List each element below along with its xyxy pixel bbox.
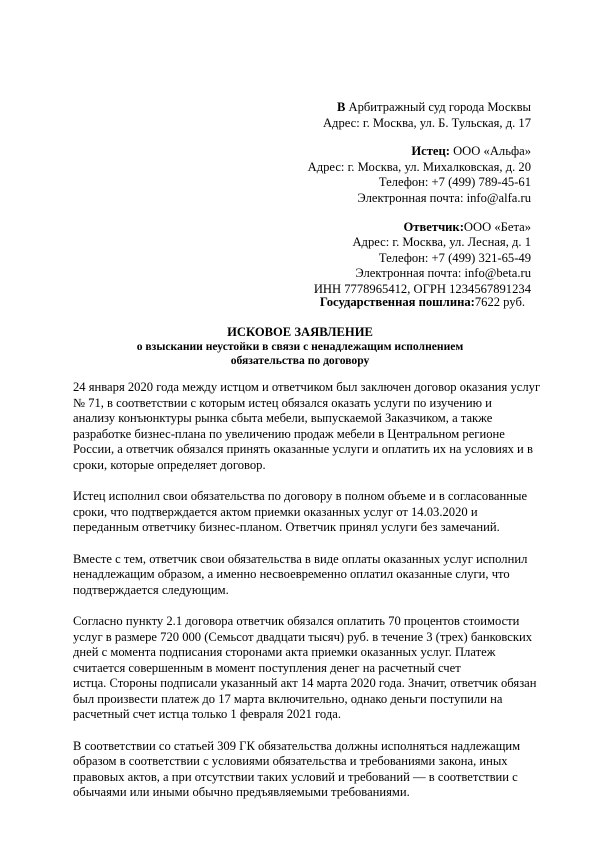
- defendant-line: [201, 220, 531, 236]
- paragraph-line: образом в соответствии с условиями обязательства и требованиями закона, иных: [73, 754, 508, 769]
- defendant-address: Адрес: г. Москва, ул. Лесная, д. 1: [352, 235, 531, 250]
- defendant-ids: ИНН 7778965412, ОГРН 1234567891234: [313, 281, 531, 296]
- plaintiff-line: [201, 144, 531, 160]
- paragraph-line: Согласно пункту 2.1 договора ответчик обязался оплатить 70 процентов стоимости: [73, 613, 520, 628]
- paragraph-line: сроки, которые определяет договор.: [73, 457, 266, 472]
- paragraph-line: дней с момента подписания сторонами акта приемки оказанных услуг. Платеж: [73, 645, 496, 660]
- plaintiff-label: Истец:: [411, 144, 450, 159]
- paragraph-line: расчетный счет истца только 1 февраля 2021 года.: [73, 707, 342, 722]
- plaintiff-name: ООО «Альфа»: [449, 144, 531, 159]
- defendant-label: Ответчик:: [403, 219, 464, 234]
- paragraph-line: был произвести платеж до 17 марта включительно, однако деньги поступили на: [73, 691, 503, 706]
- title-subtitle-line2: обязательства по договору: [230, 354, 370, 367]
- document-title: [0, 325, 600, 368]
- body-paragraph: [73, 739, 533, 801]
- paragraph-line: разработке бизнес-плана по увеличению продаж мебели в Центральном регионе: [73, 426, 505, 441]
- plaintiff-email: Электронная почта: info@alfa.ru: [357, 190, 531, 205]
- state-fee-line: [320, 295, 525, 311]
- paragraph-line: Вместе с тем, ответчик свои обязательства в виде оплаты оказанных услуг исполнил: [73, 551, 528, 566]
- body-paragraph: [73, 613, 537, 723]
- paragraph-line: анализу конъюнктуры рынка сбыта мебели, выпускаемой Заказчиком, а также: [73, 411, 493, 426]
- defendant-name: ООО «Бета»: [463, 219, 531, 234]
- court-address: Адрес: г. Москва, ул. Б. Тульская, д. 17: [322, 115, 531, 130]
- paragraph-line: обычаями или иными обычно предъявляемыми требованиями.: [73, 785, 410, 800]
- paragraph-line: переданным ответчику бизнес-планом. Ответчик принял услуги без замечаний.: [73, 520, 500, 535]
- defendant-phone: Телефон: +7 (499) 321-65-49: [378, 250, 531, 265]
- paragraph-line: считается совершенным в момент поступления денег на расчетный счет: [73, 660, 461, 675]
- state-fee-label: Государственная пошлина:: [319, 295, 475, 309]
- paragraph-line: № 71, в соответствии с которым истец обязался оказать услуги по изучению и: [73, 395, 492, 410]
- title-main: ИСКОВОЕ ЗАЯВЛЕНИЕ: [227, 325, 373, 339]
- defendant-email: Электронная почта: info@beta.ru: [355, 266, 531, 281]
- paragraph-line: 24 января 2020 года между истцом и ответчиком был заключен договор оказания услуг: [73, 380, 541, 394]
- state-fee-value: 7622 руб.: [474, 295, 525, 309]
- body-paragraph: [73, 552, 533, 599]
- plaintiff-address: Адрес: г. Москва, ул. Михалковская, д. 20: [307, 159, 531, 174]
- court-name: Арбитражный суд города Москвы: [345, 100, 531, 114]
- body-paragraph: [73, 380, 541, 474]
- paragraph-line: истца. Стороны подписали указанный акт 14 марта 2020 года. Значит, ответчик обязан: [73, 676, 537, 691]
- paragraph-line: подтверждается следующим.: [73, 582, 229, 597]
- paragraph-line: сроки, что подтверждается актом приемки оказанных услуг от 14.03.2020 и: [73, 504, 478, 519]
- court-prefix: В: [336, 100, 346, 114]
- claim-body: [73, 380, 541, 817]
- addressee-block: [201, 100, 531, 298]
- paragraph-line: услуг в размере 720 000 (Семьсот двадцати тысяч) руб. в течение 3 (трех) банковских: [73, 629, 533, 644]
- plaintiff-phone: Телефон: +7 (499) 789-45-61: [378, 175, 531, 190]
- body-paragraph: [73, 489, 533, 536]
- paragraph-line: ненадлежащим образом, а именно несвоевременно оплатил оказанные слуги, что: [73, 567, 510, 582]
- paragraph-line: Истец исполнил свои обязательства по договору в полном объеме и в согласованные: [73, 489, 528, 504]
- paragraph-line: правовых актов, а при отсутствии таких условий и требований — в соответствии с: [73, 769, 518, 784]
- court-line: [201, 100, 531, 116]
- title-subtitle-line1: о взыскании неустойки в связи с ненадлежащим исполнением: [136, 340, 464, 353]
- paragraph-line: России, а ответчик обязался принять оказанные услуги и оплатить их на условиях и в: [73, 442, 533, 457]
- paragraph-line: В соответствии со статьей 309 ГК обязательства должны исполняться надлежащим: [73, 738, 521, 753]
